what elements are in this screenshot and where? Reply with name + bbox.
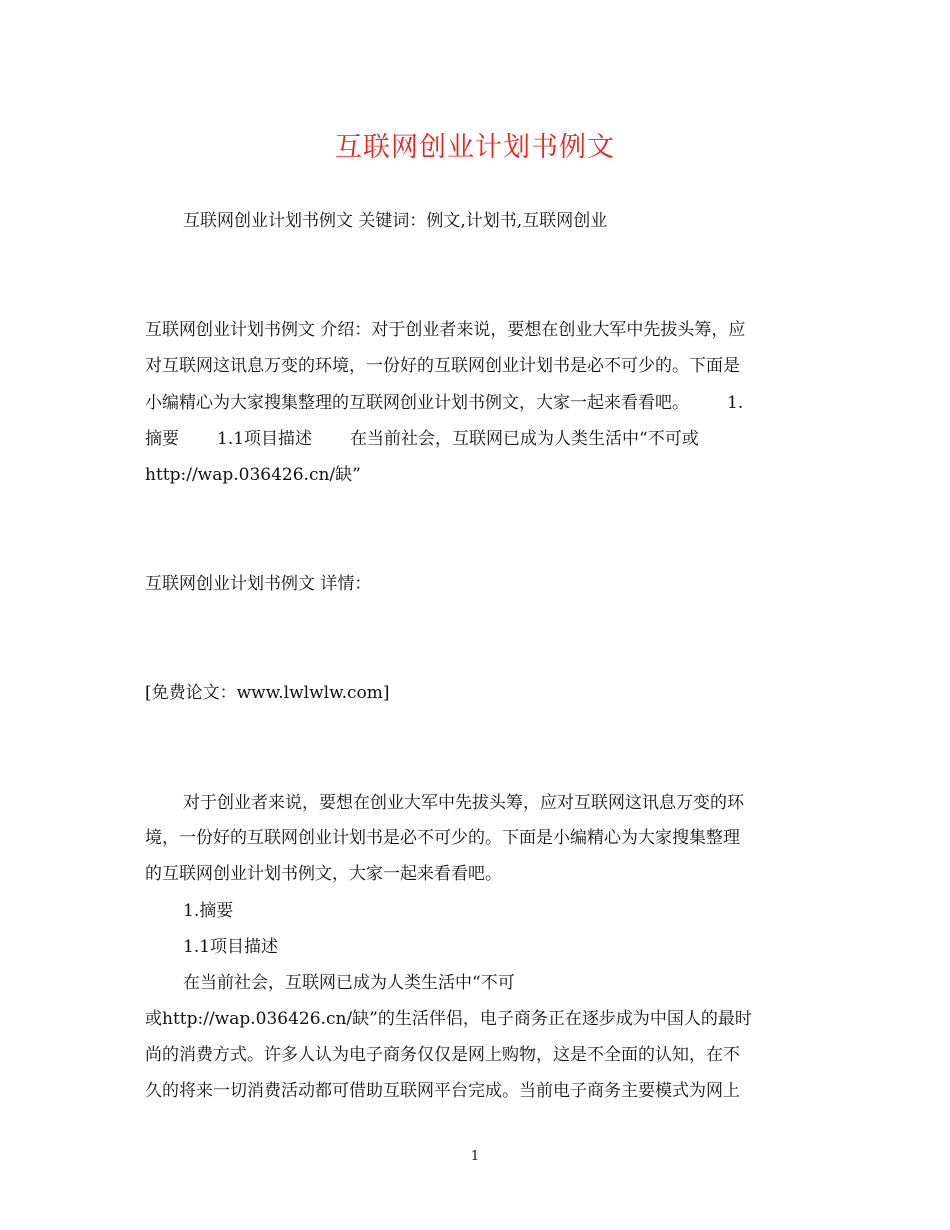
intro-summary-label: 摘要 bbox=[145, 429, 179, 449]
intro-line-2: 对互联网这讯息万变的环境，一份好的互联网创业计划书是必不可少的。下面是 bbox=[145, 356, 740, 376]
intro-line-3 bbox=[145, 391, 743, 415]
free-paper-link: [免费论文：www.lwlwlw.com] bbox=[145, 683, 390, 703]
page-number: 1 bbox=[470, 1149, 480, 1164]
intro-society-text: 在当前社会，互联网已成为人类生活中“不可或 bbox=[350, 429, 699, 449]
body-line-7: 久的将来一切消费活动都可借助互联网平台完成。当前电子商务主要模式为网上 bbox=[145, 1081, 740, 1101]
intro-line-3-number: 1. bbox=[727, 393, 744, 413]
intro-line-5: http://wap.036426.cn/缺” bbox=[145, 465, 361, 485]
body-line-2: 境，一份好的互联网创业计划书是必不可少的。下面是小编精心为大家搜集整理 bbox=[145, 828, 740, 848]
body-line-6: 尚的消费方式。许多人认为电子商务仅仅是网上购物，这是不全面的认知，在不 bbox=[145, 1045, 740, 1065]
keywords-line: 互联网创业计划书例文 关键词：例文,计划书,互联网创业 bbox=[183, 211, 608, 231]
section-heading-summary: 1.摘要 bbox=[183, 901, 234, 921]
body-line-1: 对于创业者来说，要想在创业大军中先拔头筹，应对互联网这讯息万变的环 bbox=[183, 793, 744, 813]
body-line-5: 或http://wap.036426.cn/缺”的生活伴侣，电子商务正在逐步成为中国人的最时 bbox=[145, 1009, 752, 1029]
section-heading-project: 1.1项目描述 bbox=[183, 937, 279, 957]
intro-line-4 bbox=[145, 427, 699, 451]
intro-line-3-text: 小编精心为大家搜集整理的互联网创业计划书例文，大家一起来看看吧。 bbox=[145, 393, 689, 413]
document-title: 互联网创业计划书例文 bbox=[335, 132, 615, 163]
intro-line-1: 互联网创业计划书例文 介绍：对于创业者来说，要想在创业大军中先拔头筹，应 bbox=[145, 320, 746, 340]
body-line-3: 的互联网创业计划书例文，大家一起来看看吧。 bbox=[145, 864, 502, 884]
intro-project-label: 1.1项目描述 bbox=[217, 429, 313, 449]
details-label: 互联网创业计划书例文 详情： bbox=[145, 574, 372, 594]
body-line-4: 在当前社会，互联网已成为人类生活中“不可 bbox=[183, 973, 515, 993]
